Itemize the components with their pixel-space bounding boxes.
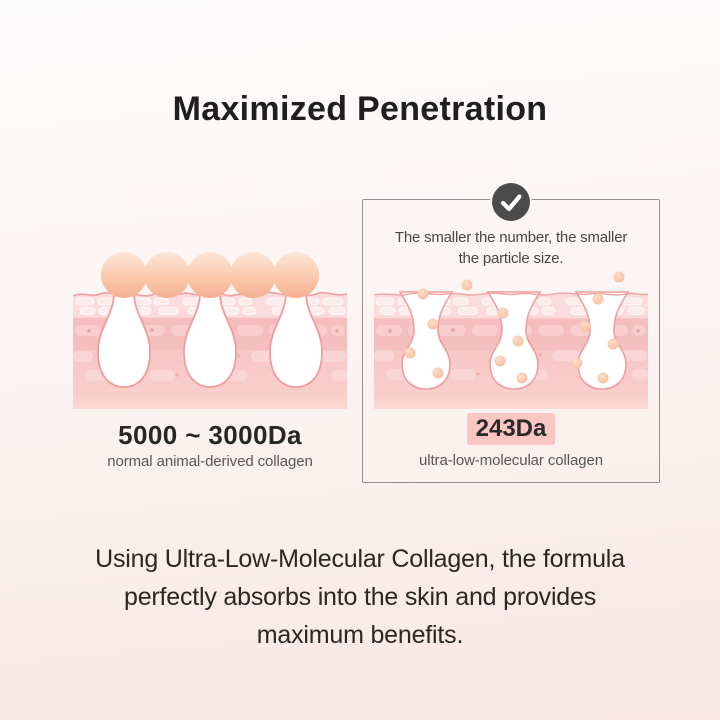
note-line-1: The smaller the number, the smaller bbox=[394, 229, 628, 246]
page-title: Maximized Penetration bbox=[172, 90, 548, 128]
description-line-2: perfectly absorbs into the skin and provides bbox=[123, 583, 597, 611]
large-collagen-balls bbox=[101, 252, 319, 298]
description-line-3: maximum benefits. bbox=[256, 621, 464, 649]
caption-ultra-low-collagen: ultra-low-molecular collagen bbox=[419, 452, 603, 469]
ultra-low-panel bbox=[362, 199, 660, 483]
pores-closed bbox=[98, 293, 322, 387]
skin-diagram-normal-collagen bbox=[73, 231, 347, 409]
molecular-weight-ultra-low bbox=[363, 415, 659, 443]
checkmark-badge bbox=[492, 183, 530, 221]
description-line-1: Using Ultra-Low-Molecular Collagen, the formula bbox=[95, 545, 625, 573]
molecular-weight-normal: 5000 ~ 3000Da bbox=[118, 420, 302, 450]
skin-diagram-ultra-low-collagen bbox=[374, 271, 648, 409]
description-paragraph bbox=[0, 540, 720, 654]
skin-cross-section bbox=[73, 292, 347, 409]
value-highlight: 243Da bbox=[467, 413, 556, 445]
caption-normal-collagen: normal animal-derived collagen bbox=[107, 453, 313, 470]
note-line-2: the particle size. bbox=[458, 250, 564, 267]
panel-note bbox=[363, 227, 659, 269]
skin-cross-section bbox=[374, 292, 648, 409]
checkmark-icon bbox=[492, 183, 530, 221]
